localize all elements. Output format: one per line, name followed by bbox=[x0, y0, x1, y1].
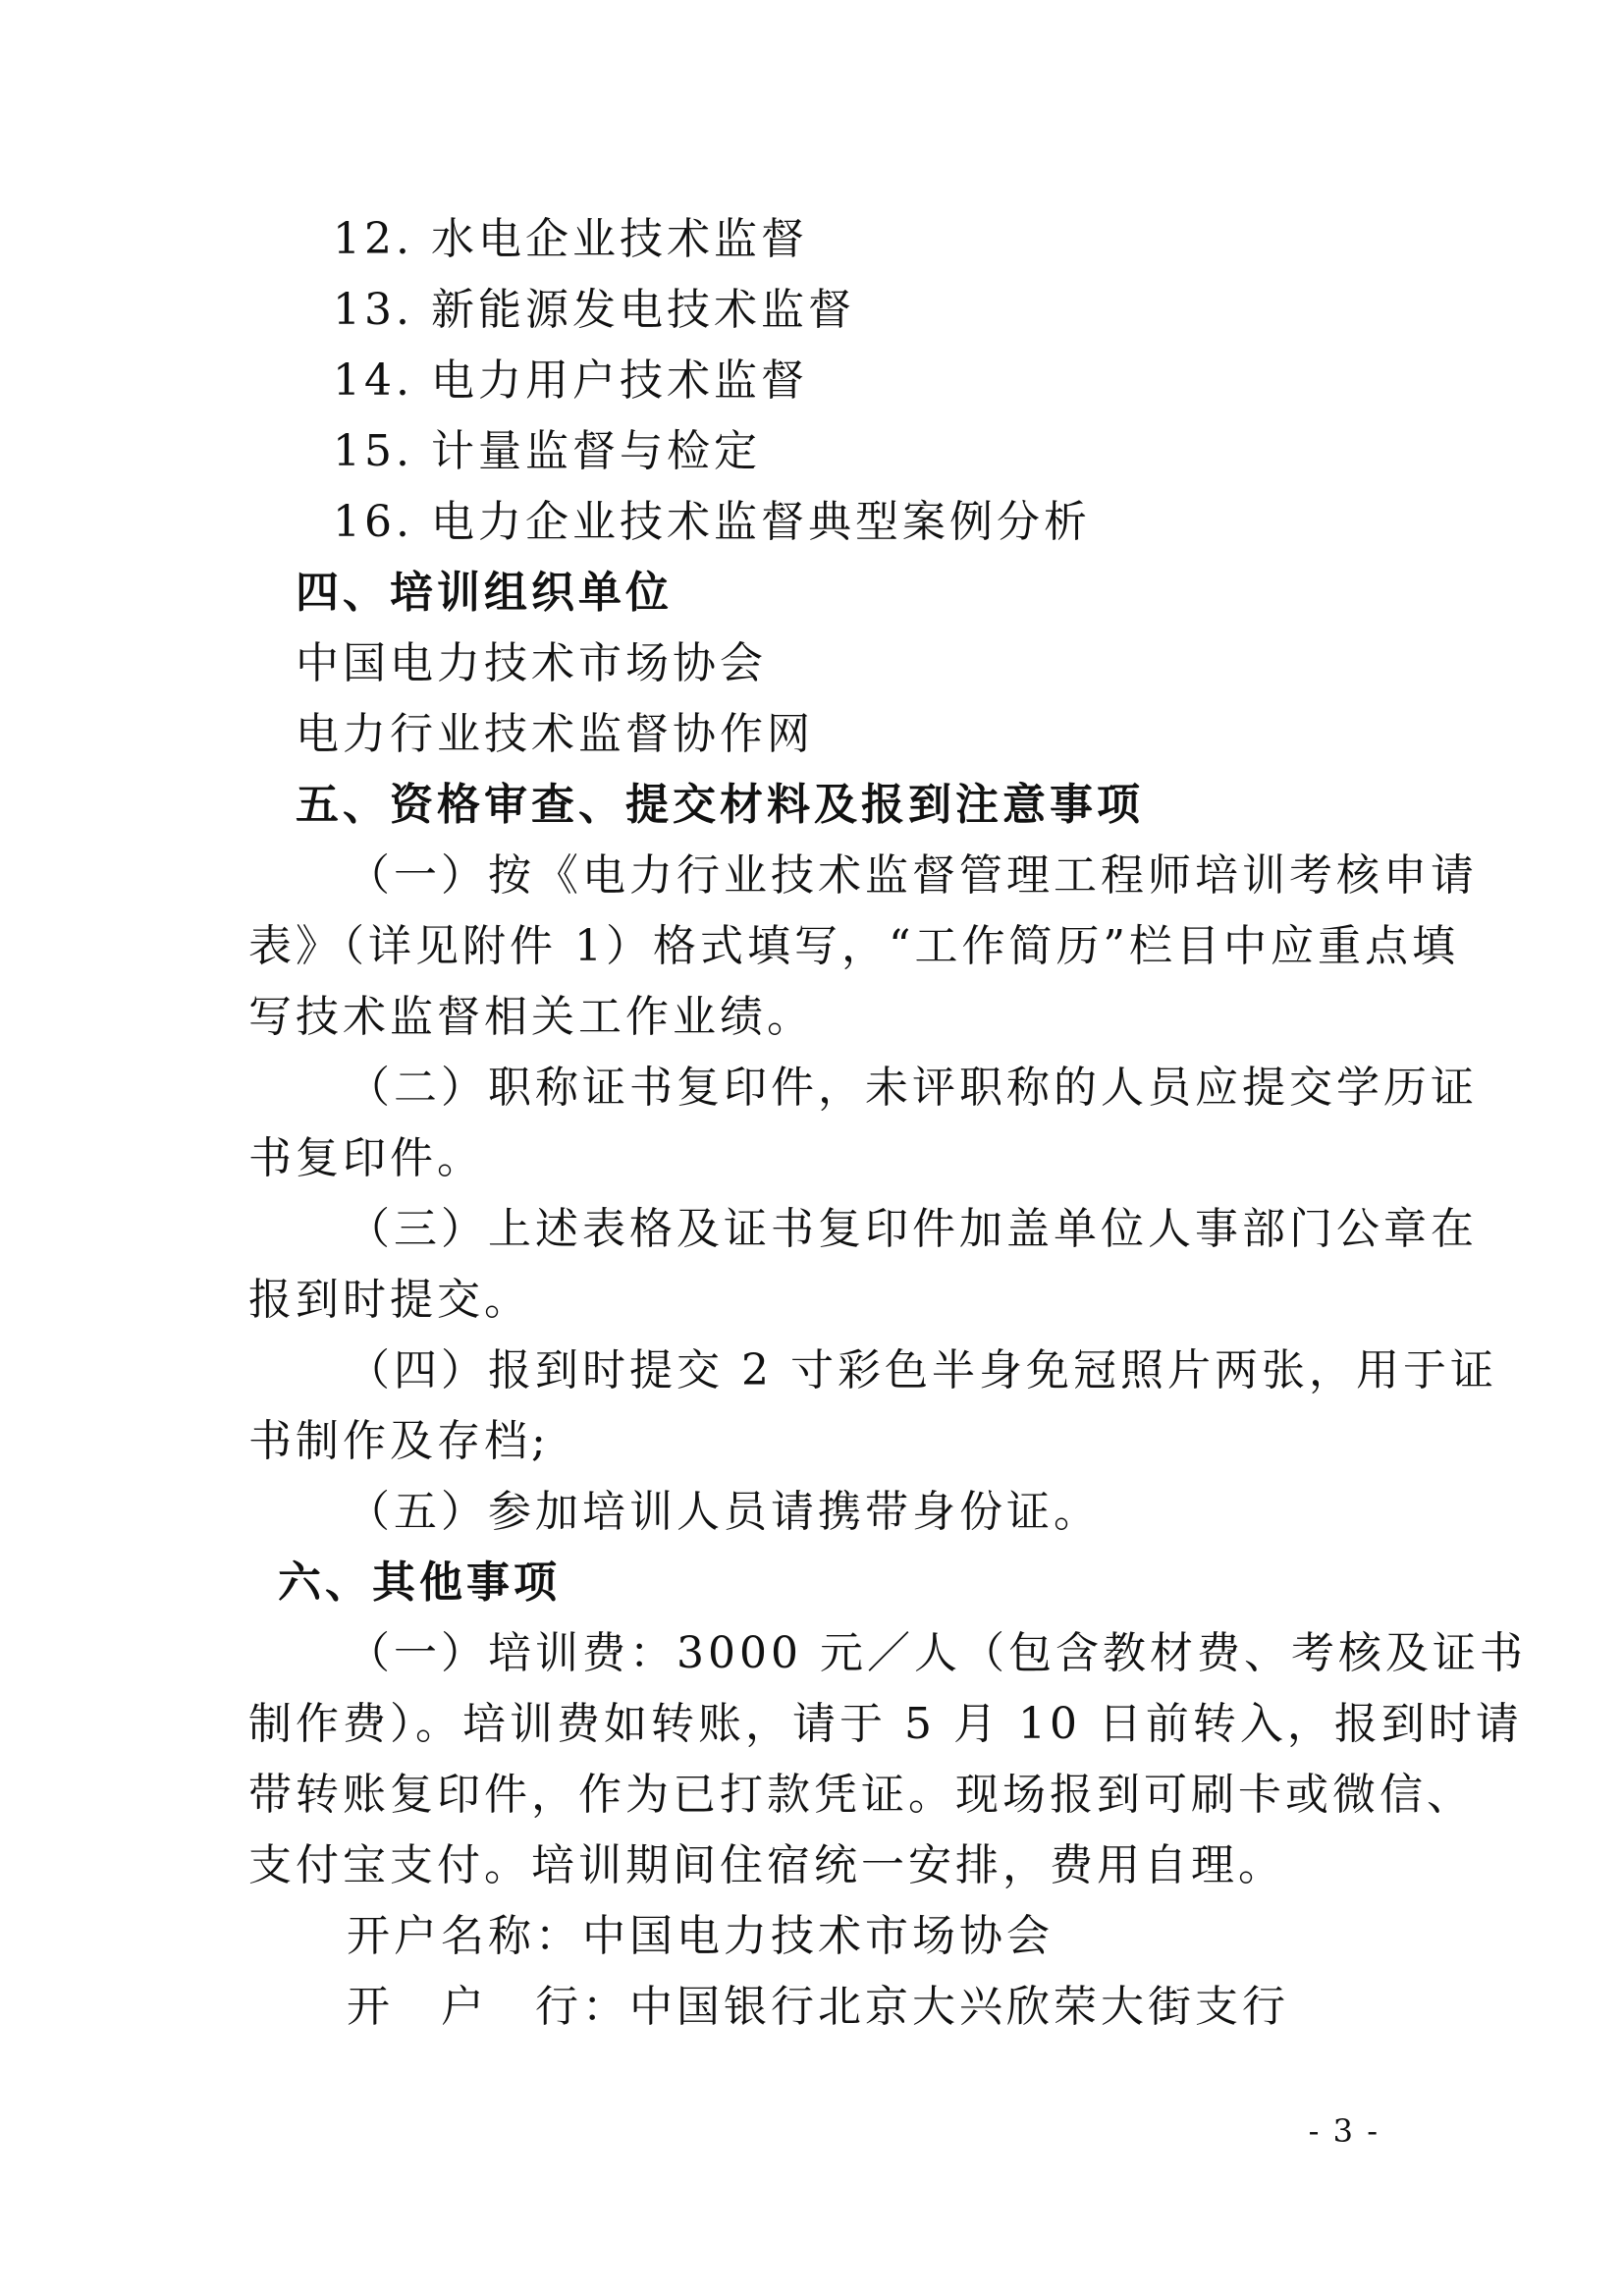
paragraph-line: 表》（详见附件 1）格式填写，“工作简历”栏目中应重点填 bbox=[248, 921, 1459, 971]
page-body bbox=[248, 204, 1527, 2043]
paragraph-line: （四）报到时提交 2 寸彩色半身免冠照片两张，用于证 bbox=[347, 1345, 1497, 1395]
paragraph-line: 书复印件。 bbox=[248, 1133, 484, 1183]
page-number: - 3 - bbox=[1308, 2112, 1380, 2150]
list-item: 12. 水电企业技术监督 bbox=[333, 214, 808, 264]
organizer-unit: 中国电力技术市场协会 bbox=[296, 638, 767, 688]
paragraph-line: （一）按《电力行业技术监督管理工程师培训考核申请 bbox=[347, 850, 1478, 901]
list-item: 16. 电力企业技术监督典型案例分析 bbox=[333, 497, 1091, 547]
section-heading-6: 六、其他事项 bbox=[278, 1558, 561, 1608]
paragraph-line: 书制作及存档; bbox=[248, 1416, 550, 1466]
paragraph-line: （一）培训费：3000 元／人（包含教材费、考核及证书 bbox=[347, 1628, 1527, 1678]
section-heading-4: 四、培训组织单位 bbox=[296, 568, 673, 618]
section-heading-5: 五、资格审查、提交材料及报到注意事项 bbox=[296, 780, 1144, 830]
paragraph-line: 带转账复印件，作为已打款凭证。现场报到可刷卡或微信、 bbox=[248, 1770, 1474, 1820]
paragraph-line: 制作费）。培训费如转账，请于 5 月 10 日前转入，报到时请 bbox=[248, 1699, 1523, 1749]
list-item: 15. 计量监督与检定 bbox=[333, 426, 761, 476]
paragraph-line: （二）职称证书复印件，未评职称的人员应提交学历证 bbox=[347, 1063, 1478, 1113]
paragraph-line: （三）上述表格及证书复印件加盖单位人事部门公章在 bbox=[347, 1204, 1478, 1254]
paragraph-line: 支付宝支付。培训期间住宿统一安排，费用自理。 bbox=[248, 1840, 1285, 1890]
paragraph-line: 报到时提交。 bbox=[248, 1275, 531, 1325]
list-item: 13. 新能源发电技术监督 bbox=[333, 285, 855, 335]
organizer-unit: 电力行业技术监督协作网 bbox=[296, 709, 814, 759]
list-item: 14. 电力用户技术监督 bbox=[333, 355, 808, 406]
paragraph-line: 写技术监督相关工作业绩。 bbox=[248, 992, 814, 1042]
bank-name: 开 户 行：中国银行北京大兴欣荣大街支行 bbox=[347, 1982, 1289, 2032]
paragraph-line: （五）参加培训人员请携带身份证。 bbox=[347, 1487, 1101, 1537]
account-name: 开户名称：中国电力技术市场协会 bbox=[347, 1911, 1054, 1961]
